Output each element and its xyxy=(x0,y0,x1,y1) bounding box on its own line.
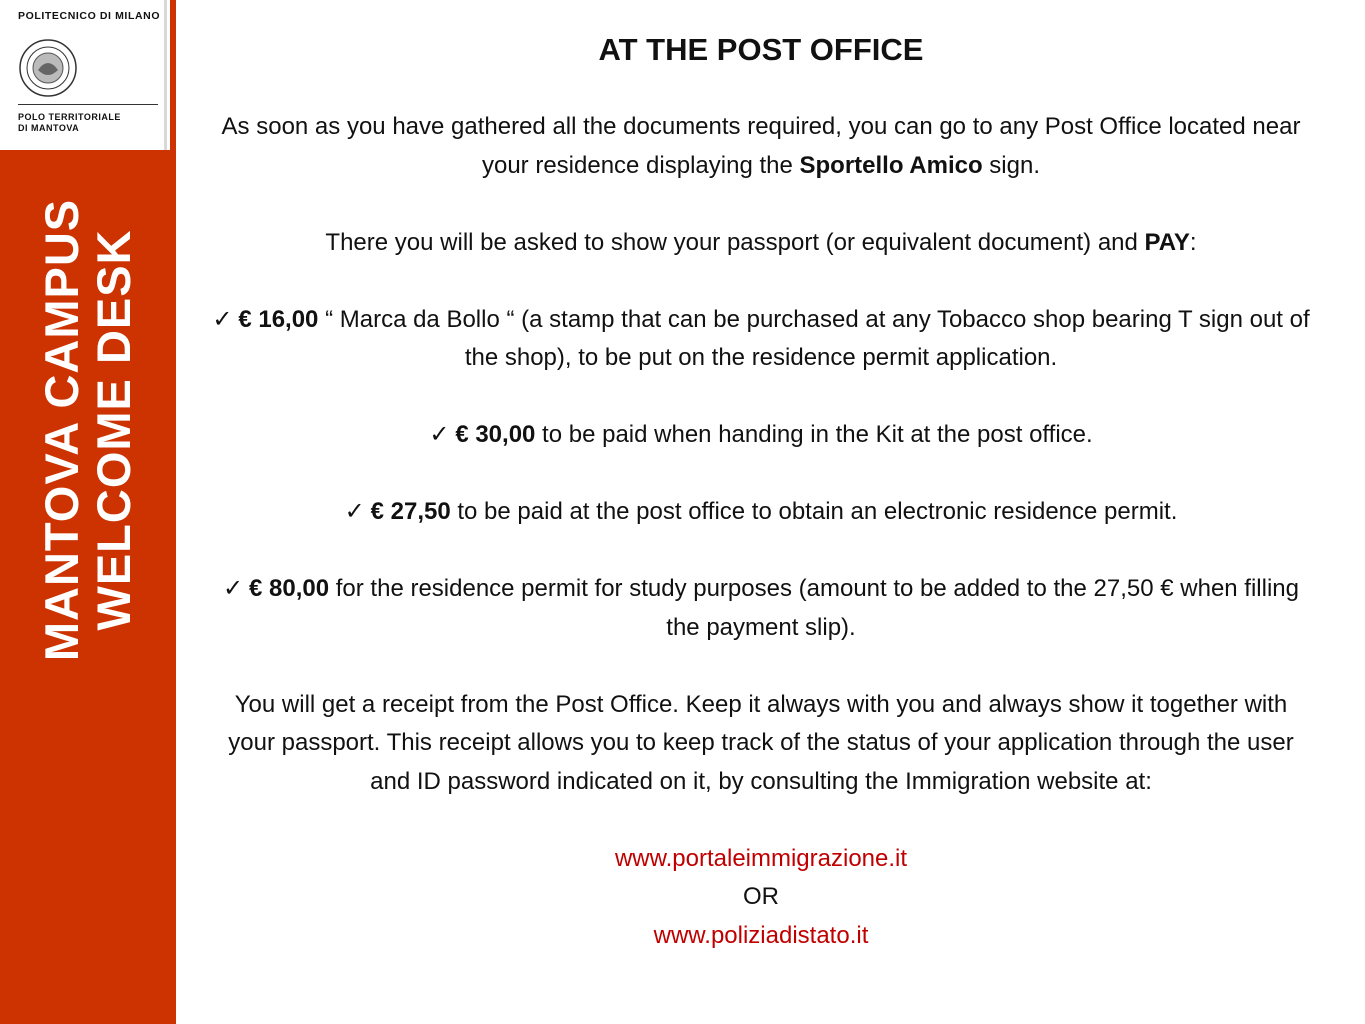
receipt-paragraph: You will get a receipt from the Post Office. Keep it always with you and always show it together with your passport. This receipt allows you to keep track of the status of your application through the user and ID password indicated on it, by consulting the Immigration website at: xyxy=(228,690,1294,795)
sidebar-title xyxy=(36,199,140,661)
red-accent-line xyxy=(170,0,176,150)
grey-accent-line xyxy=(164,0,167,150)
checkmark-icon: ✓ xyxy=(344,498,365,525)
campus-name-line2: DI MANTOVA xyxy=(18,123,80,133)
payment-amount: € 30,00 xyxy=(455,421,536,448)
page-title: AT THE POST OFFICE xyxy=(598,32,924,67)
sportello-amico-bold: Sportello Amico xyxy=(799,151,983,179)
payment-item xyxy=(210,301,1312,378)
sidebar-title-line2: WELCOME DESK xyxy=(87,229,140,631)
checkmark-icon: ✓ xyxy=(429,421,450,448)
intro-text: As soon as you have gathered all the documents required, you can go to any Post Office located near your residence displaying the xyxy=(221,113,1301,179)
payment-amount: € 27,50 xyxy=(370,498,451,525)
pay-text-end: : xyxy=(1189,228,1197,256)
pay-paragraph xyxy=(210,224,1312,263)
payment-text: for the residence permit for study purposes (amount to be added to the 27,50 € when filling the payment slip). xyxy=(329,575,1299,641)
or-separator: OR xyxy=(743,883,779,910)
payment-item xyxy=(210,570,1312,647)
intro-text-end: sign. xyxy=(982,151,1041,179)
pay-text: There you will be asked to show your passport (or equivalent document) and xyxy=(325,228,1145,256)
payment-item xyxy=(210,493,1312,532)
checkmark-icon: ✓ xyxy=(212,305,233,333)
payment-text: to be paid when handing in the Kit at the post office. xyxy=(535,421,1093,448)
payment-text: to be paid at the post office to obtain an electronic residence permit. xyxy=(450,498,1178,525)
payment-amount: € 16,00 xyxy=(238,305,319,333)
link-portale-immigrazione[interactable]: www.portaleimmigrazione.it xyxy=(614,844,908,872)
checkmark-icon: ✓ xyxy=(223,575,244,602)
sidebar-title-line1: MANTOVA CAMPUS xyxy=(35,198,88,662)
intro-paragraph xyxy=(210,108,1312,185)
payment-amount: € 80,00 xyxy=(249,575,330,602)
university-name: POLITECNICO DI MILANO xyxy=(18,10,161,22)
link-polizia-di-stato[interactable]: www.poliziadistato.it xyxy=(653,921,869,949)
main-content xyxy=(210,30,1312,955)
payment-text: “ Marca da Bollo “ (a stamp that can be purchased at any Tobacco shop bearing T sign out of the shop), to be put on the residence permit application. xyxy=(318,305,1310,371)
payment-item xyxy=(210,416,1312,455)
university-seal-icon xyxy=(18,38,78,98)
pay-bold: PAY xyxy=(1144,228,1190,256)
campus-name xyxy=(18,112,121,134)
campus-name-line1: POLO TERRITORIALE xyxy=(18,112,121,122)
logo-divider xyxy=(18,104,158,105)
